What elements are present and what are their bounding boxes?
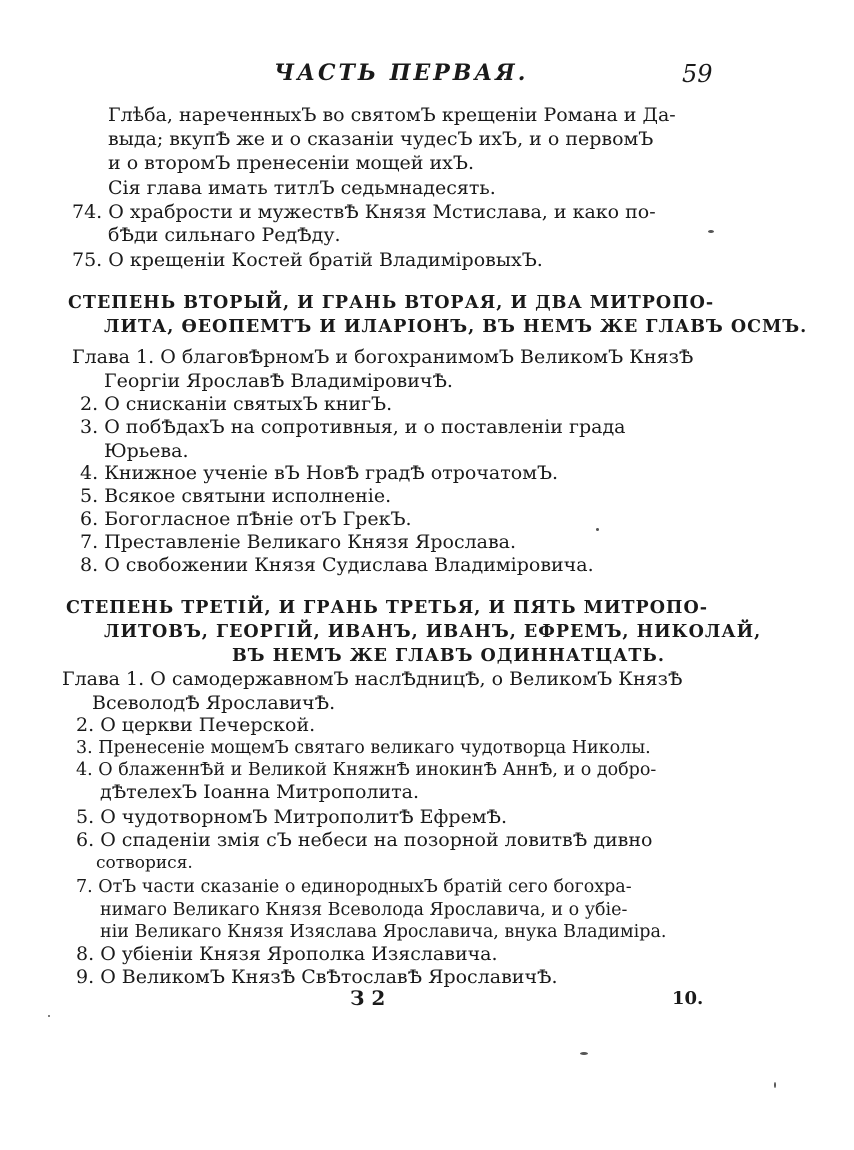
item-text: Книжное ученiе вЪ НовѢ градѢ отрочатомЪ. bbox=[104, 462, 559, 484]
section-heading: ЛИТА, ѲЕОПЕМТЪ И ИЛАРIОНЪ, ВЪ НЕМЪ ЖЕ ГЛАВЪ ОСМЪ. bbox=[104, 317, 808, 337]
list-item bbox=[76, 876, 632, 898]
item-text: О чудотворномЪ МитрополитѢ ЕфремѢ. bbox=[100, 806, 508, 828]
item-number: 7. bbox=[76, 877, 93, 897]
item-text: О убiенiи Князя Ярополка Изяславича. bbox=[100, 943, 498, 965]
item-number: Глава 1. bbox=[72, 346, 155, 368]
intro-line: и о второмЪ пренесенiи мощей ихЪ. bbox=[108, 152, 474, 174]
item-number: 4. bbox=[80, 462, 99, 484]
list-item bbox=[62, 668, 682, 690]
ink-speck bbox=[596, 528, 599, 531]
list-item bbox=[80, 531, 516, 553]
item-number: 3. bbox=[76, 738, 93, 758]
item-text: О церкви Печерской. bbox=[100, 714, 316, 736]
item-number: 7. bbox=[80, 531, 99, 553]
ink-speck bbox=[580, 1052, 588, 1055]
item-number: 2. bbox=[76, 714, 95, 736]
item-number: Глава 1. bbox=[62, 668, 145, 690]
list-item bbox=[80, 554, 594, 576]
list-item bbox=[80, 393, 392, 415]
list-item bbox=[76, 759, 656, 781]
item-text: О ВеликомЪ КнязѢ СвѢтославѢ ЯрославичѢ. bbox=[100, 966, 558, 988]
item-text: ОтЪ части сказанiе о единородныхЪ братiй сего богохра- bbox=[98, 877, 632, 897]
item-number: 5. bbox=[80, 485, 99, 507]
list-item bbox=[76, 806, 507, 828]
item-text: О самодержавномЪ наслѢдницѢ, о ВеликомЪ КнязѢ bbox=[150, 668, 683, 690]
item-number: 75. bbox=[72, 249, 103, 271]
page-header bbox=[0, 58, 854, 94]
intro-line: Сiя глава имать титлЪ седьмнадесять. bbox=[108, 177, 496, 199]
item-text: Богогласное пѢнiе отЪ ГрекЪ. bbox=[104, 508, 412, 530]
item-number: 8. bbox=[76, 943, 95, 965]
ink-speck bbox=[48, 1015, 50, 1017]
item-text: О храбрости и мужествѢ Князя Мстислава, и како по- bbox=[108, 201, 656, 223]
ink-speck bbox=[774, 1082, 776, 1088]
item-text: О спаденiи змiя сЪ небеси на позорной ловитвѢ дивно bbox=[100, 829, 653, 851]
item-number: 6. bbox=[76, 829, 95, 851]
signature-mark: З 2 bbox=[350, 986, 386, 1010]
item-text: О блаженнѢй и Великой КняжнѢ инокинѢ АннѢ, и о добро- bbox=[98, 760, 657, 780]
intro-line: Глѣба, нареченныхЪ во святомЪ крещенiи Романа и Да- bbox=[108, 104, 676, 126]
item-continuation: Юрьева. bbox=[104, 440, 189, 462]
section-heading: ЛИТОВЪ, ГЕОРГIЙ, ИВАНЪ, ИВАНЪ, ЕФРЕМЪ, НИКОЛАЙ, bbox=[104, 622, 762, 642]
list-item bbox=[80, 508, 412, 530]
list-item bbox=[72, 346, 693, 368]
item-text: Всякое святыни исполненiе. bbox=[104, 485, 392, 507]
item-number: 4. bbox=[76, 760, 93, 780]
intro-line: выда; вкупѢ же и о сказанiи чудесЪ ихЪ, и о первомЪ bbox=[108, 128, 654, 150]
item-number: 5. bbox=[76, 806, 95, 828]
item-continuation: нiи Великаго Князя Изяслава Ярославича, внука Владимiра. bbox=[100, 922, 667, 942]
item-continuation: сотворися. bbox=[96, 853, 193, 873]
item-continuation: ВсеволодѢ ЯрославичѢ. bbox=[92, 692, 336, 714]
item-text: Пренесенiе мощемЪ святаго великаго чудотворца Николы. bbox=[98, 738, 651, 758]
list-item bbox=[72, 249, 543, 271]
ink-speck bbox=[708, 230, 714, 233]
item-number: 8. bbox=[80, 554, 99, 576]
item-number: 3. bbox=[80, 416, 99, 438]
page-footer bbox=[0, 986, 854, 1016]
list-item bbox=[80, 462, 558, 484]
item-text: О свобожении Князя Судислава Владимiровича. bbox=[104, 554, 594, 576]
list-item bbox=[80, 485, 391, 507]
page-number: 59 bbox=[682, 60, 713, 88]
item-text: Преставленiе Великаго Князя Ярослава. bbox=[104, 531, 517, 553]
item-number: 2. bbox=[80, 393, 99, 415]
list-item bbox=[76, 714, 315, 736]
item-continuation: дѢтелехЪ Iоанна Митрополита. bbox=[100, 781, 420, 803]
item-continuation: бѢди сильнаго РедѢду. bbox=[108, 224, 341, 246]
list-item bbox=[72, 201, 656, 223]
list-item bbox=[80, 416, 625, 438]
item-text: О крещенiи Костей братiй ВладимiровыхЪ. bbox=[108, 249, 543, 271]
item-text: О снисканiи святыхЪ книгЪ. bbox=[104, 393, 393, 415]
list-item bbox=[76, 829, 652, 851]
item-number: 6. bbox=[80, 508, 99, 530]
item-text: О благовѢрномЪ и богохранимомЪ ВеликомЪ КнязѢ bbox=[160, 346, 694, 368]
list-item bbox=[76, 966, 558, 988]
item-continuation: Георгiи ЯрославѢ ВладимiровичѢ. bbox=[104, 370, 453, 392]
item-text: О побѢдахЪ на сопротивныя, и о поставленiи града bbox=[104, 416, 626, 438]
item-number: 9. bbox=[76, 966, 95, 988]
section-heading: СТЕПЕНЬ ТРЕТIЙ, И ГРАНЬ ТРЕТЬЯ, И ПЯТЬ МИТРОПО- bbox=[66, 598, 708, 618]
list-item bbox=[76, 737, 651, 759]
item-number: 74. bbox=[72, 201, 103, 223]
item-continuation: нимаго Великаго Князя Всеволода Ярославича, и о убiе- bbox=[100, 900, 628, 920]
section-heading: ВЪ НЕМЪ ЖЕ ГЛАВЪ ОДИННАТЦАТЬ. bbox=[232, 646, 665, 666]
catchword: 10. bbox=[672, 988, 704, 1009]
section-heading: СТЕПЕНЬ ВТОРЫЙ, И ГРАНЬ ВТОРАЯ, И ДВА МИТРОПО- bbox=[68, 293, 715, 313]
running-title: ЧАСТЬ ПЕРВАЯ. bbox=[274, 60, 529, 86]
list-item bbox=[76, 943, 498, 965]
